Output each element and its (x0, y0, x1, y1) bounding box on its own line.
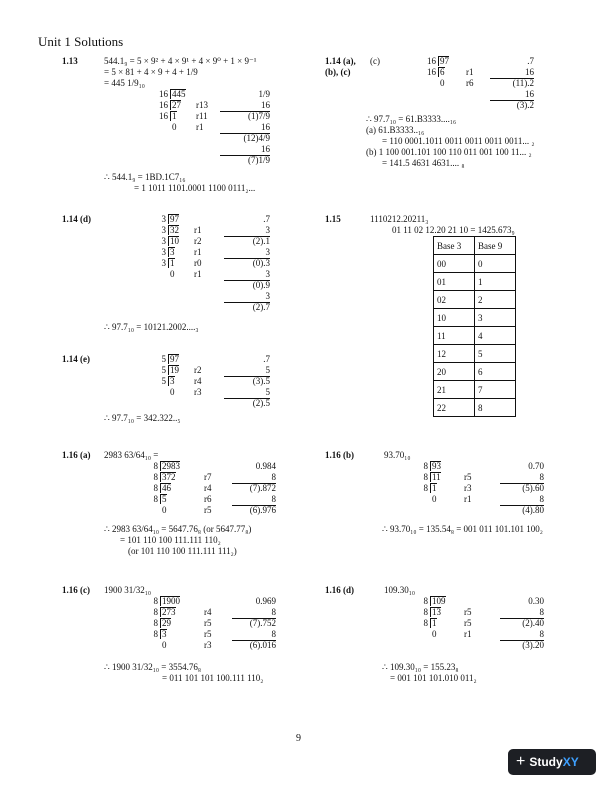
dividend: 5 (162, 494, 167, 504)
divisor: 3 (161, 225, 166, 235)
divisor: 8 (423, 483, 428, 493)
problem-head: 1900 31/32₁₀ (104, 585, 152, 595)
dividend-box (160, 629, 167, 640)
dividend: 1900 (162, 596, 180, 606)
table-cell: 7 (475, 381, 516, 399)
remainder: r4 (194, 376, 202, 386)
dividend-box (430, 461, 441, 472)
fraction-step: 5 (224, 365, 270, 377)
fraction-step: 0.70 (528, 461, 544, 471)
dividend: 93 (432, 461, 441, 471)
dividend-box (168, 225, 179, 236)
fraction-step: 16 (220, 144, 270, 156)
fraction-step: (12)4/9 (243, 133, 270, 143)
table-cell: 1 (475, 273, 516, 291)
dividend-box (438, 56, 449, 67)
divisor: 8 (423, 472, 428, 482)
dividend-box (430, 618, 437, 629)
fraction-step: (6).016 (249, 640, 276, 650)
dividend: 27 (172, 100, 181, 110)
dividend-box (430, 596, 446, 607)
divisor: 8 (153, 596, 158, 606)
dividend: 3 (162, 629, 167, 639)
dividend-box (168, 214, 179, 225)
table-cell: 12 (434, 345, 475, 363)
divisor: 3 (161, 214, 166, 224)
fraction-step: (3).2 (516, 100, 534, 110)
table-header-row (434, 237, 516, 255)
divisor: 8 (153, 494, 158, 504)
plus-icon: + (516, 753, 526, 770)
page-number: 9 (296, 733, 301, 744)
dividend: 6 (440, 67, 445, 77)
dividend-box (170, 89, 186, 100)
base3-number: 1110212.20211₃ (370, 214, 429, 224)
fraction-step: 3 (224, 269, 270, 281)
remainder: r5 (464, 607, 472, 617)
dividend: 1 (170, 258, 175, 268)
conclusion-line-1: ∴ 97.7₁₀ = 10121.2002....₃ (104, 322, 199, 332)
fraction-step: (7).752 (249, 618, 276, 628)
fraction-step: .7 (263, 214, 270, 224)
table-cell: 20 (434, 363, 475, 381)
quotient-zero: 0 (440, 78, 445, 88)
problem-label: 1.16 (b) (325, 450, 354, 460)
divisor: 8 (423, 607, 428, 617)
fraction-step: 0.969 (255, 596, 276, 606)
fraction-step: 8 (500, 629, 544, 641)
table-row (434, 291, 516, 309)
remainder: r1 (194, 247, 202, 257)
fraction-step: (7).872 (249, 483, 276, 493)
divisor: 8 (423, 618, 428, 628)
table-row (434, 345, 516, 363)
remainder: r3 (194, 387, 202, 397)
fraction-step: (1)7/9 (248, 111, 270, 121)
dividend-box (168, 258, 175, 269)
conclusion-line-3: = 110 0001.1011 0011 0011 0011 0011... ₂ (382, 136, 535, 146)
quotient-zero: 0 (432, 629, 437, 639)
divisor: 3 (161, 258, 166, 268)
fraction-step: 1/9 (258, 89, 270, 99)
dividend: 97 (170, 214, 179, 224)
divisor: 5 (161, 365, 166, 375)
divisor: 8 (153, 629, 158, 639)
conclusion-line-1: ∴ 2983 63/64₁₀ = 5647.76₈ (or 5647.77₈) (104, 524, 252, 534)
dividend-box (160, 494, 167, 505)
conclusion-line-5: = 141.5 4631 4631.... ₈ (382, 158, 465, 168)
problem-head: 2983 63/64₁₀ = (104, 450, 159, 460)
remainder: r3 (204, 640, 212, 650)
table-cell: 2 (475, 291, 516, 309)
problem-label: 1.16 (c) (62, 585, 90, 595)
table-cell: 01 (434, 273, 475, 291)
problem-label: 1.15 (325, 214, 341, 224)
remainder: r4 (204, 483, 212, 493)
dividend: 11 (432, 472, 441, 482)
fraction-step: 8 (500, 607, 544, 619)
expansion-line-3: = 445 1/9₁₀ (104, 78, 145, 88)
divisor: 5 (161, 354, 166, 364)
fraction-step: 5 (224, 387, 270, 399)
quotient-zero: 0 (162, 640, 167, 650)
fraction-step: (2).5 (252, 398, 270, 408)
table-cell: 8 (475, 399, 516, 417)
fraction-step: (0).3 (252, 258, 270, 268)
remainder: r1 (464, 494, 472, 504)
fraction-step: 3 (224, 247, 270, 259)
remainder: r5 (464, 472, 472, 482)
table-row (434, 255, 516, 273)
table-row (434, 273, 516, 291)
table-row (434, 309, 516, 327)
dividend-box (160, 472, 176, 483)
remainder: r5 (204, 505, 212, 515)
dividend: 97 (440, 56, 449, 66)
table-cell: 11 (434, 327, 475, 345)
dividend-box (430, 472, 441, 483)
remainder: r4 (204, 607, 212, 617)
divisor: 8 (153, 483, 158, 493)
fraction-step: 8 (232, 494, 276, 506)
remainder: r1 (196, 122, 204, 132)
conclusion-line-4: (b) 1 100 001.101 100 110 011 001 100 11... ₂ (366, 147, 532, 157)
table-header-cell: Base 9 (475, 237, 516, 255)
remainder: r6 (466, 78, 474, 88)
problem-head: 109.30₁₀ (384, 585, 416, 595)
quotient-zero: 0 (162, 505, 167, 515)
remainder: r1 (464, 629, 472, 639)
grouped-conversion: 01 11 02 12.20 21 10 = 1425.673₉ (392, 225, 515, 235)
remainder: r1 (194, 269, 202, 279)
fraction-step: (3).20 (522, 640, 544, 650)
table-cell: 0 (475, 255, 516, 273)
remainder: r5 (204, 629, 212, 639)
divisor: 8 (153, 618, 158, 628)
dividend-box (160, 618, 171, 629)
problem-label: 1.14 (d) (62, 214, 91, 224)
table-cell: 3 (475, 309, 516, 327)
dividend: 1 (432, 618, 437, 628)
problem-label: 1.16 (a) (62, 450, 91, 460)
fraction-step: 0.30 (528, 596, 544, 606)
conclusion-line-1: ∴ 93.70₁₀ = 135.54₈ = 001 011 101.101 100₂ (382, 524, 543, 534)
divisor: 16 (159, 111, 168, 121)
fraction-step: (5).60 (522, 483, 544, 493)
conclusion-line-1: ∴ 1900 31/32₁₀ = 3554.76₈ (104, 662, 201, 672)
dividend: 372 (162, 472, 176, 482)
fraction-step: 16 (220, 100, 270, 112)
fraction-step: 8 (500, 494, 544, 506)
divisor: 8 (153, 472, 158, 482)
divisor: 8 (153, 607, 158, 617)
conclusion-line-1: ∴ 544.1₉ = 1BD.1C7₁₆ (104, 172, 186, 182)
expansion-line-1: 544.1₉ = 5 × 9² + 4 × 9¹ + 4 × 9⁰ + 1 × 9⁻¹ (104, 56, 257, 66)
remainder: r7 (204, 472, 212, 482)
problem-label: 1.14 (a), (325, 56, 356, 66)
table-cell: 22 (434, 399, 475, 417)
table-cell: 21 (434, 381, 475, 399)
expansion-line-2: = 5 × 81 + 4 × 9 + 4 + 1/9 (104, 67, 198, 77)
problem-label: 1.16 (d) (325, 585, 354, 595)
dividend: 1 (172, 111, 177, 121)
dividend: 10 (170, 236, 179, 246)
dividend-box (170, 111, 177, 122)
conclusion-line-2: = 011 101 101 100.111 110₂ (162, 673, 264, 683)
dividend: 97 (170, 354, 179, 364)
dividend: 19 (170, 365, 179, 375)
remainder: r2 (194, 236, 202, 246)
studyxy-logo (508, 749, 596, 775)
fraction-step: 8 (232, 607, 276, 619)
remainder: r11 (196, 111, 208, 121)
conclusion-line-3: (or 101 110 100 111.111 111₂) (128, 546, 237, 556)
table-row (434, 327, 516, 345)
dividend: 1 (432, 483, 437, 493)
quotient-zero: 0 (172, 122, 177, 132)
fraction-step: (0).9 (252, 280, 270, 290)
dividend: 109 (432, 596, 446, 606)
conclusion-line-1: ∴ 97.7₁₀ = 342.322..₅ (104, 413, 181, 423)
remainder: r13 (196, 100, 208, 110)
dividend: 445 (172, 89, 186, 99)
conclusion-line-1: ∴ 109.30₁₀ = 155.23₈ (382, 662, 459, 672)
dividend-box (438, 67, 445, 78)
divisor: 8 (153, 461, 158, 471)
fraction-step: (7)1/9 (248, 155, 270, 165)
remainder: r6 (204, 494, 212, 504)
remainder: r3 (464, 483, 472, 493)
divisor: 5 (161, 376, 166, 386)
table-row (434, 363, 516, 381)
dividend-box (170, 100, 181, 111)
dividend-box (160, 607, 176, 618)
page-title: Unit 1 Solutions (38, 34, 124, 49)
problem-label: 1.13 (62, 56, 78, 66)
fraction-step: (3).5 (252, 376, 270, 386)
conclusion-line-2: = 001 101 101.010 011₂ (390, 673, 477, 683)
divisor: 16 (159, 89, 168, 99)
remainder: r1 (466, 67, 474, 77)
dividend-box (430, 483, 437, 494)
fraction-step: 3 (224, 225, 270, 237)
conclusion-line-1: ∴ 97.7₁₀ = 61.B3333....₁₆ (366, 114, 457, 124)
table-cell: 00 (434, 255, 475, 273)
fraction-step: .7 (527, 56, 534, 66)
dividend-box (168, 354, 179, 365)
conclusion-line-2: (a) 61.B3333..₁₆ (366, 125, 425, 135)
remainder: r5 (464, 618, 472, 628)
fraction-step: 3 (224, 291, 270, 303)
remainder: r0 (194, 258, 202, 268)
dividend: 2983 (162, 461, 180, 471)
fraction-step: (2).1 (252, 236, 270, 246)
dividend-box (168, 365, 179, 376)
table-cell: 10 (434, 309, 475, 327)
problem-head: 93.70₁₀ (384, 450, 411, 460)
base-conversion-table (433, 236, 516, 417)
fraction-step: 8 (232, 629, 276, 641)
fraction-step: 0.984 (255, 461, 276, 471)
fraction-step: 16 (220, 122, 270, 134)
table-cell: 4 (475, 327, 516, 345)
dividend-box (168, 247, 175, 258)
dividend-box (430, 607, 441, 618)
logo-text: Study (529, 755, 563, 769)
divisor: 3 (161, 236, 166, 246)
table-row (434, 399, 516, 417)
divisor: 8 (423, 596, 428, 606)
divisor: 3 (161, 247, 166, 257)
quotient-zero: 0 (170, 387, 175, 397)
divisor: 16 (427, 67, 436, 77)
fraction-step: (4).80 (522, 505, 544, 515)
fraction-step: 8 (232, 472, 276, 484)
conclusion-line-2: = 101 110 100 111.111 110₂ (120, 535, 221, 545)
quotient-zero: 0 (170, 269, 175, 279)
fraction-step: 16 (490, 89, 534, 101)
table-header-cell: Base 3 (434, 237, 475, 255)
dividend-box (160, 596, 180, 607)
dividend-box (168, 376, 175, 387)
divisor: 8 (423, 461, 428, 471)
remainder: r2 (194, 365, 202, 375)
quotient-zero: 0 (432, 494, 437, 504)
fraction-step: 16 (490, 67, 534, 79)
remainder: r5 (204, 618, 212, 628)
logo-accent: XY (562, 755, 579, 769)
dividend-box (168, 236, 179, 247)
dividend-box (160, 483, 171, 494)
table-row (434, 381, 516, 399)
dividend: 3 (170, 247, 175, 257)
problem-label-2: (b), (c) (325, 67, 351, 77)
problem-label: 1.14 (e) (62, 354, 90, 364)
dividend: 273 (162, 607, 176, 617)
dividend: 32 (170, 225, 179, 235)
divisor: 16 (159, 100, 168, 110)
remainder: r1 (194, 225, 202, 235)
dividend: 46 (162, 483, 171, 493)
dividend-box (160, 461, 180, 472)
fraction-step: (6).976 (249, 505, 276, 515)
fraction-step: (2).40 (522, 618, 544, 628)
fraction-step: (11).2 (512, 78, 534, 88)
fraction-step: (2).7 (252, 302, 270, 312)
divisor: 16 (427, 56, 436, 66)
conclusion-line-2: = 1 1011 1101.0001 1100 0111₂... (134, 183, 256, 193)
part-label: (c) (370, 56, 380, 66)
dividend: 3 (170, 376, 175, 386)
dividend: 29 (162, 618, 171, 628)
table-cell: 02 (434, 291, 475, 309)
dividend: 13 (432, 607, 441, 617)
table-cell: 5 (475, 345, 516, 363)
fraction-step: .7 (263, 354, 270, 364)
fraction-step: 8 (500, 472, 544, 484)
table-cell: 6 (475, 363, 516, 381)
